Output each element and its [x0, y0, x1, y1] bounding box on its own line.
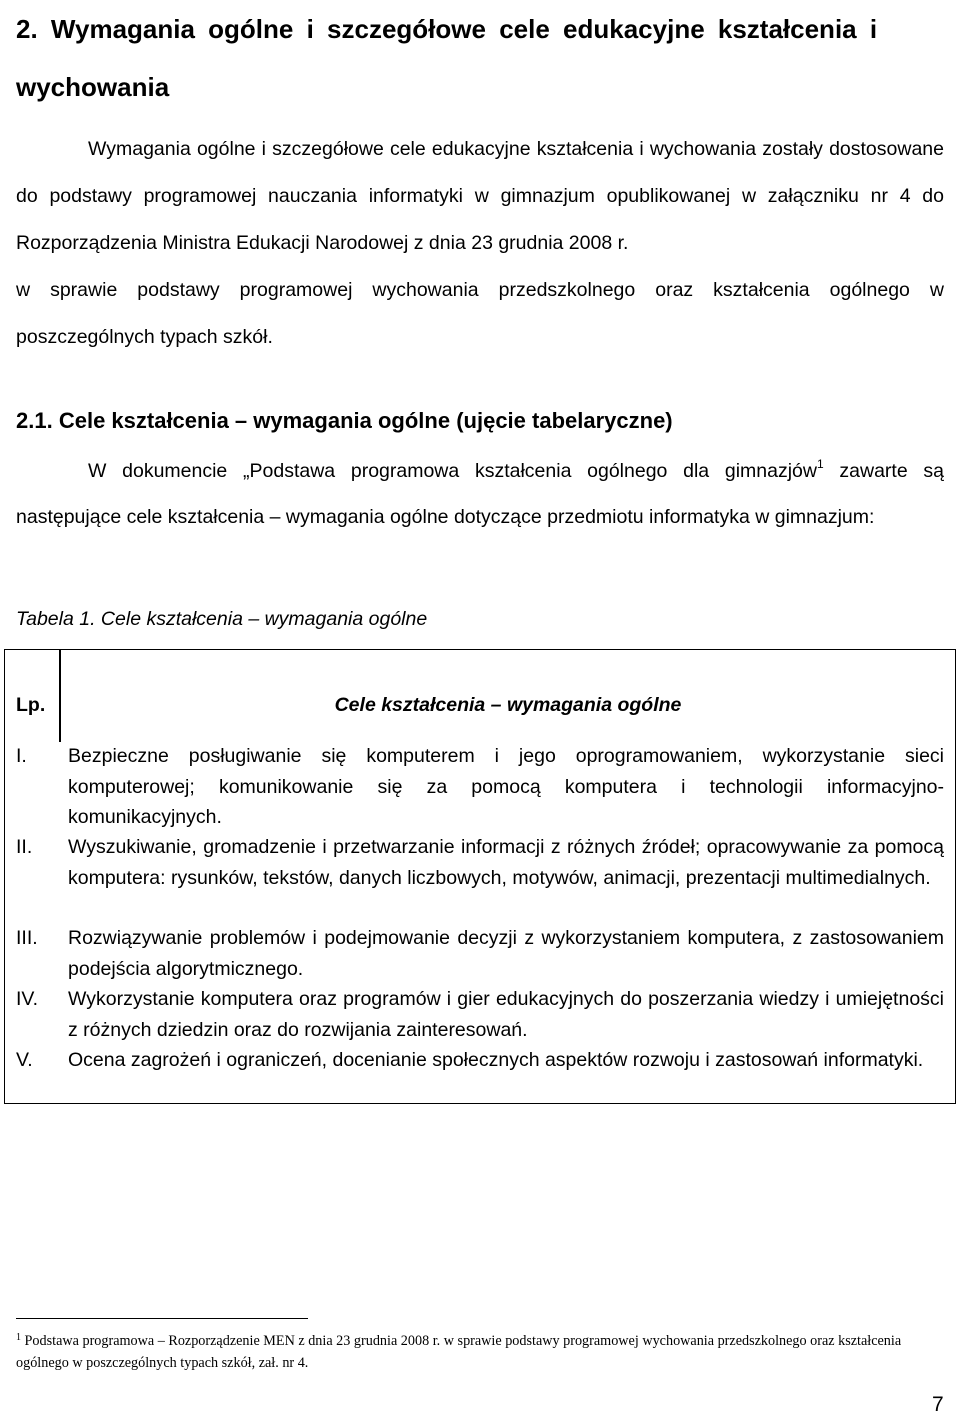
footnote-marker: 1	[16, 1332, 21, 1343]
goals-table	[4, 649, 956, 1104]
section-number: 2.1.	[16, 408, 53, 433]
chapter-heading	[16, 0, 946, 116]
row-number: IV.	[16, 988, 39, 1010]
section-paragraph-start: W dokumencie	[88, 460, 243, 482]
table-caption: Tabela 1. Cele kształcenia – wymagania ogólne	[16, 608, 428, 630]
table-header-goals: Cele kształcenia – wymagania ogólne	[334, 694, 682, 716]
row-number: III.	[16, 927, 38, 949]
row-text: Wykorzystanie komputera oraz programów i gier edukacyjnych do poszerzania wiedzy i umiejętności z różnych dziedzin oraz do rozwijania zainteresowań.	[68, 988, 944, 1041]
row-text: Wyszukiwanie, gromadzenie i przetwarzanie informacji z różnych źródeł; opracowywanie za pomocą komputera: rysunków, tekstów, danych liczbowych, motywów, animacji, prezentacji multimedialnych.	[68, 836, 944, 889]
footnote-text: Podstawa programowa – Rozporządzenie MEN z dnia 23 grudnia 2008 r. w sprawie podstawy programowej wychowania przedszkolnego oraz kształcenia ogólnego w poszczególnych typach szkół, zał. nr 4.	[16, 1333, 902, 1371]
intro-paragraph-1: Wymagania ogólne i szczegółowe cele edukacyjne kształcenia i wychowania zostały dostosowane do podstawy programowej nauczania informatyki w gimnazjum opublikowanej w załączniku nr 4 do Rozporządzenia Ministra Edukacji Narodowej z dnia 23 grudnia 2008 r.	[16, 138, 944, 254]
table-header-lp: Lp.	[16, 694, 46, 716]
footnote	[16, 1330, 944, 1374]
chapter-number: 2.	[16, 14, 38, 44]
page-number: 7	[932, 1393, 944, 1416]
section-heading	[16, 398, 946, 444]
section-title: Cele kształcenia – wymagania ogólne (ujęcie tabelaryczne)	[58, 408, 673, 433]
chapter-title: Wymagania ogólne i szczegółowe cele edukacyjne kształcenia i wychowania	[16, 14, 878, 102]
row-number: I.	[16, 745, 27, 767]
row-text: Ocena zagrożeń i ograniczeń, docenianie społecznych aspektów rozwoju i zastosowań informatyki.	[68, 1049, 924, 1071]
row-text: Rozwiązywanie problemów i podejmowanie decyzji z wykorzystaniem komputera, z zastosowaniem podejścia algorytmicznego.	[68, 927, 944, 980]
footnote-ref: 1	[816, 457, 824, 471]
intro-paragraph-2: w sprawie podstawy programowej wychowania przedszkolnego oraz kształcenia ogólnego w poszczególnych typach szkół.	[16, 279, 944, 348]
intro-text	[16, 126, 944, 361]
row-number: II.	[16, 836, 33, 858]
row-number: V.	[16, 1049, 33, 1071]
section-paragraph	[16, 448, 944, 540]
section-paragraph-end: zawarte są następujące cele kształcenia – wymagania ogólne dotyczące przedmiotu informatyka w gimnazjum:	[16, 460, 944, 528]
document-title: „Podstawa programowa kształcenia ogólnego dla gimnazjów	[243, 460, 817, 482]
row-text: Bezpieczne posługiwanie się komputerem i jego oprogramowaniem, wykorzystanie sieci komputerowej; komunikowanie się za pomocą komputera i technologii informacyjno-komunikacyjnych.	[68, 745, 944, 828]
footnote-separator	[16, 1318, 308, 1319]
